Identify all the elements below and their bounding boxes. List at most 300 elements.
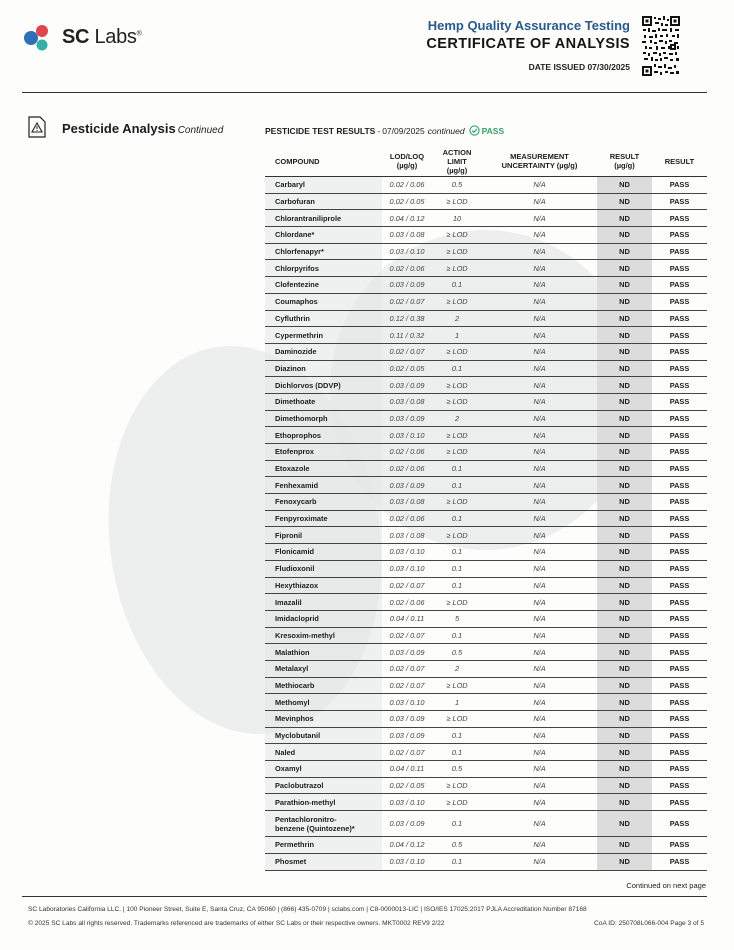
lod-loq-cell: 0.02 / 0.07 bbox=[382, 343, 432, 360]
result-value-cell: ND bbox=[597, 594, 652, 611]
table-row bbox=[265, 744, 707, 761]
compound-cell: Oxamyl bbox=[265, 761, 382, 778]
footer-coa-id: CoA ID: 250708L066-004 Page 3 of 5 bbox=[594, 920, 704, 927]
table-row bbox=[265, 727, 707, 744]
action-limit-cell: 0.1 bbox=[432, 544, 482, 561]
result-value-cell: ND bbox=[597, 711, 652, 728]
compound-cell: Dimethomorph bbox=[265, 410, 382, 427]
compound-cell: Dichlorvos (DDVP) bbox=[265, 377, 382, 394]
uncertainty-cell: N/A bbox=[482, 711, 597, 728]
lod-loq-cell: 0.02 / 0.07 bbox=[382, 660, 432, 677]
result-status-cell: PASS bbox=[652, 777, 707, 794]
lod-loq-cell: 0.03 / 0.09 bbox=[382, 410, 432, 427]
table-row bbox=[265, 277, 707, 294]
lod-loq-cell: 0.03 / 0.09 bbox=[382, 277, 432, 294]
lod-loq-cell: 0.03 / 0.10 bbox=[382, 694, 432, 711]
compound-cell: Etoxazole bbox=[265, 460, 382, 477]
table-row bbox=[265, 444, 707, 461]
lod-loq-cell: 0.11 / 0.32 bbox=[382, 327, 432, 344]
action-limit-cell: ≥ LOD bbox=[432, 393, 482, 410]
table-row bbox=[265, 227, 707, 244]
action-limit-cell: ≥ LOD bbox=[432, 711, 482, 728]
logo-wordmark: SC Labs® bbox=[62, 25, 142, 48]
compound-cell: Flonicamid bbox=[265, 544, 382, 561]
compound-cell: Naled bbox=[265, 744, 382, 761]
table-row bbox=[265, 594, 707, 611]
compound-cell: Chlorpyrifos bbox=[265, 260, 382, 277]
compound-cell: Ethoprophos bbox=[265, 427, 382, 444]
action-limit-cell: ≥ LOD bbox=[432, 343, 482, 360]
result-value-cell: ND bbox=[597, 527, 652, 544]
compound-cell: Carbaryl bbox=[265, 177, 382, 194]
compound-cell: Metalaxyl bbox=[265, 660, 382, 677]
lod-loq-cell: 0.12 / 0.38 bbox=[382, 310, 432, 327]
lod-loq-cell: 0.03 / 0.10 bbox=[382, 544, 432, 561]
col-compound: COMPOUND bbox=[265, 146, 382, 177]
lod-loq-cell: 0.03 / 0.08 bbox=[382, 227, 432, 244]
result-status-cell: PASS bbox=[652, 444, 707, 461]
uncertainty-cell: N/A bbox=[482, 544, 597, 561]
compound-cell: Permethrin bbox=[265, 837, 382, 854]
lod-loq-cell: 0.02 / 0.07 bbox=[382, 293, 432, 310]
footer-address: SC Laboratories California LLC. | 100 Pioneer Street, Suite E, Santa Cruz, CA 95060 | (866) 435-0709 | sclabs.com | C8-0000013-LIC | ISO/IES 17025:2017 PJLA Accreditation Number 87168 bbox=[28, 906, 587, 913]
result-status-cell: PASS bbox=[652, 310, 707, 327]
footer-copyright: © 2025 SC Labs all rights reserved. Trademarks referenced are trademarks of either SC Labs or their respective owners. MKT0002 REV9 2/22 bbox=[28, 920, 445, 927]
compound-cell: Parathion-methyl bbox=[265, 794, 382, 811]
col-action-limit: ACTION LIMIT (µg/g) bbox=[432, 146, 482, 177]
result-value-cell: ND bbox=[597, 837, 652, 854]
result-value-cell: ND bbox=[597, 794, 652, 811]
table-row bbox=[265, 644, 707, 661]
result-status-cell: PASS bbox=[652, 177, 707, 194]
lod-loq-cell: 0.03 / 0.09 bbox=[382, 711, 432, 728]
table-row bbox=[265, 243, 707, 260]
header-subtitle: Hemp Quality Assurance Testing bbox=[427, 18, 630, 33]
table-row bbox=[265, 837, 707, 854]
uncertainty-cell: N/A bbox=[482, 560, 597, 577]
compound-cell: Methiocarb bbox=[265, 677, 382, 694]
compound-cell: Fenpyroximate bbox=[265, 510, 382, 527]
lod-loq-cell: 0.03 / 0.09 bbox=[382, 644, 432, 661]
result-value-cell: ND bbox=[597, 343, 652, 360]
result-status-cell: PASS bbox=[652, 853, 707, 870]
result-value-cell: ND bbox=[597, 293, 652, 310]
result-status-cell: PASS bbox=[652, 694, 707, 711]
lod-loq-cell: 0.02 / 0.06 bbox=[382, 594, 432, 611]
overall-status: PASS bbox=[481, 125, 505, 136]
section-title: Pesticide Analysis Continued bbox=[62, 121, 224, 136]
result-status-cell: PASS bbox=[652, 427, 707, 444]
table-row bbox=[265, 343, 707, 360]
action-limit-cell: ≥ LOD bbox=[432, 777, 482, 794]
result-value-cell: ND bbox=[597, 393, 652, 410]
table-row bbox=[265, 560, 707, 577]
action-limit-cell: 0.1 bbox=[432, 277, 482, 294]
uncertainty-cell: N/A bbox=[482, 744, 597, 761]
result-value-cell: ND bbox=[597, 460, 652, 477]
table-row bbox=[265, 610, 707, 627]
result-value-cell: ND bbox=[597, 277, 652, 294]
table-row bbox=[265, 761, 707, 778]
col-uncertainty: MEASUREMENT UNCERTAINTY (µg/g) bbox=[482, 146, 597, 177]
uncertainty-cell: N/A bbox=[482, 210, 597, 227]
table-row bbox=[265, 853, 707, 870]
uncertainty-cell: N/A bbox=[482, 577, 597, 594]
result-status-cell: PASS bbox=[652, 544, 707, 561]
result-status-cell: PASS bbox=[652, 477, 707, 494]
result-value-cell: ND bbox=[597, 660, 652, 677]
uncertainty-cell: N/A bbox=[482, 811, 597, 837]
result-status-cell: PASS bbox=[652, 293, 707, 310]
header-divider bbox=[22, 92, 707, 93]
result-status-cell: PASS bbox=[652, 460, 707, 477]
lod-loq-cell: 0.03 / 0.10 bbox=[382, 794, 432, 811]
result-value-cell: ND bbox=[597, 494, 652, 511]
action-limit-cell: 1 bbox=[432, 327, 482, 344]
lod-loq-cell: 0.03 / 0.10 bbox=[382, 243, 432, 260]
result-value-cell: ND bbox=[597, 477, 652, 494]
result-status-cell: PASS bbox=[652, 393, 707, 410]
sc-labs-logo bbox=[22, 22, 141, 52]
action-limit-cell: ≥ LOD bbox=[432, 377, 482, 394]
result-status-cell: PASS bbox=[652, 260, 707, 277]
uncertainty-cell: N/A bbox=[482, 343, 597, 360]
uncertainty-cell: N/A bbox=[482, 527, 597, 544]
compound-cell: Clofentezine bbox=[265, 277, 382, 294]
compound-cell: Mevinphos bbox=[265, 711, 382, 728]
date-issued: DATE ISSUED 07/30/2025 bbox=[528, 62, 630, 72]
uncertainty-cell: N/A bbox=[482, 777, 597, 794]
result-value-cell: ND bbox=[597, 177, 652, 194]
result-value-cell: ND bbox=[597, 410, 652, 427]
action-limit-cell: 2 bbox=[432, 310, 482, 327]
header-title: CERTIFICATE OF ANALYSIS bbox=[426, 36, 630, 52]
uncertainty-cell: N/A bbox=[482, 410, 597, 427]
table-row bbox=[265, 360, 707, 377]
compound-cell: Cypermethrin bbox=[265, 327, 382, 344]
action-limit-cell: 0.5 bbox=[432, 761, 482, 778]
result-value-cell: ND bbox=[597, 677, 652, 694]
action-limit-cell: ≥ LOD bbox=[432, 260, 482, 277]
action-limit-cell: ≥ LOD bbox=[432, 594, 482, 611]
table-row bbox=[265, 811, 707, 837]
compound-cell: Fludioxonil bbox=[265, 560, 382, 577]
table-row bbox=[265, 677, 707, 694]
result-status-cell: PASS bbox=[652, 227, 707, 244]
check-circle-icon bbox=[469, 125, 480, 136]
result-value-cell: ND bbox=[597, 610, 652, 627]
compound-cell: Imidacloprid bbox=[265, 610, 382, 627]
result-value-cell: ND bbox=[597, 377, 652, 394]
compound-cell: Imazalil bbox=[265, 594, 382, 611]
footer-divider bbox=[22, 896, 707, 897]
result-value-cell: ND bbox=[597, 560, 652, 577]
lod-loq-cell: 0.02 / 0.06 bbox=[382, 177, 432, 194]
sc-labs-logo-icon bbox=[22, 22, 58, 52]
action-limit-cell: 0.5 bbox=[432, 644, 482, 661]
hazard-warning-icon bbox=[28, 116, 46, 138]
compound-cell: Methomyl bbox=[265, 694, 382, 711]
result-value-cell: ND bbox=[597, 744, 652, 761]
table-row bbox=[265, 777, 707, 794]
uncertainty-cell: N/A bbox=[482, 243, 597, 260]
uncertainty-cell: N/A bbox=[482, 444, 597, 461]
table-row bbox=[265, 427, 707, 444]
action-limit-cell: 0.1 bbox=[432, 744, 482, 761]
action-limit-cell: ≥ LOD bbox=[432, 494, 482, 511]
result-status-cell: PASS bbox=[652, 193, 707, 210]
result-value-cell: ND bbox=[597, 260, 652, 277]
qr-code bbox=[642, 16, 680, 76]
table-row bbox=[265, 510, 707, 527]
lod-loq-cell: 0.03 / 0.09 bbox=[382, 477, 432, 494]
uncertainty-cell: N/A bbox=[482, 677, 597, 694]
lod-loq-cell: 0.04 / 0.12 bbox=[382, 837, 432, 854]
action-limit-cell: 5 bbox=[432, 610, 482, 627]
table-row bbox=[265, 694, 707, 711]
result-status-cell: PASS bbox=[652, 410, 707, 427]
result-status-cell: PASS bbox=[652, 711, 707, 728]
table-header-row bbox=[265, 146, 707, 177]
action-limit-cell: ≥ LOD bbox=[432, 243, 482, 260]
lod-loq-cell: 0.02 / 0.05 bbox=[382, 777, 432, 794]
compound-cell: Fenhexamid bbox=[265, 477, 382, 494]
lod-loq-cell: 0.02 / 0.06 bbox=[382, 260, 432, 277]
uncertainty-cell: N/A bbox=[482, 310, 597, 327]
lod-loq-cell: 0.02 / 0.06 bbox=[382, 460, 432, 477]
table-row bbox=[265, 393, 707, 410]
result-status-cell: PASS bbox=[652, 811, 707, 837]
compound-cell: Fipronil bbox=[265, 527, 382, 544]
result-status-cell: PASS bbox=[652, 610, 707, 627]
table-row bbox=[265, 293, 707, 310]
result-value-cell: ND bbox=[597, 193, 652, 210]
result-status-cell: PASS bbox=[652, 327, 707, 344]
action-limit-cell: ≥ LOD bbox=[432, 677, 482, 694]
table-row bbox=[265, 577, 707, 594]
result-value-cell: ND bbox=[597, 853, 652, 870]
col-result-value: RESULT (µg/g) bbox=[597, 146, 652, 177]
compound-cell: Chlordane* bbox=[265, 227, 382, 244]
lod-loq-cell: 0.03 / 0.08 bbox=[382, 527, 432, 544]
compound-cell: Hexythiazox bbox=[265, 577, 382, 594]
uncertainty-cell: N/A bbox=[482, 494, 597, 511]
action-limit-cell: 2 bbox=[432, 410, 482, 427]
action-limit-cell: ≥ LOD bbox=[432, 794, 482, 811]
compound-cell: Daminozide bbox=[265, 343, 382, 360]
table-row bbox=[265, 460, 707, 477]
col-result-status: RESULT bbox=[652, 146, 707, 177]
uncertainty-cell: N/A bbox=[482, 193, 597, 210]
lod-loq-cell: 0.02 / 0.06 bbox=[382, 510, 432, 527]
result-value-cell: ND bbox=[597, 444, 652, 461]
lod-loq-cell: 0.04 / 0.11 bbox=[382, 610, 432, 627]
lod-loq-cell: 0.02 / 0.05 bbox=[382, 360, 432, 377]
lod-loq-cell: 0.04 / 0.11 bbox=[382, 761, 432, 778]
table-row bbox=[265, 377, 707, 394]
result-value-cell: ND bbox=[597, 310, 652, 327]
uncertainty-cell: N/A bbox=[482, 610, 597, 627]
result-value-cell: ND bbox=[597, 694, 652, 711]
uncertainty-cell: N/A bbox=[482, 794, 597, 811]
result-value-cell: ND bbox=[597, 811, 652, 837]
document-header bbox=[426, 18, 630, 72]
action-limit-cell: 0.1 bbox=[432, 560, 482, 577]
action-limit-cell: 0.1 bbox=[432, 811, 482, 837]
lod-loq-cell: 0.02 / 0.07 bbox=[382, 677, 432, 694]
uncertainty-cell: N/A bbox=[482, 277, 597, 294]
results-heading: PESTICIDE TEST RESULTS - 07/09/2025 continued PASS bbox=[265, 125, 505, 136]
action-limit-cell: ≥ LOD bbox=[432, 527, 482, 544]
compound-cell: Cyfluthrin bbox=[265, 310, 382, 327]
uncertainty-cell: N/A bbox=[482, 460, 597, 477]
lod-loq-cell: 0.03 / 0.10 bbox=[382, 853, 432, 870]
result-value-cell: ND bbox=[597, 210, 652, 227]
table-row bbox=[265, 177, 707, 194]
compound-cell: Myclobutanil bbox=[265, 727, 382, 744]
action-limit-cell: 0.1 bbox=[432, 360, 482, 377]
lod-loq-cell: 0.02 / 0.07 bbox=[382, 627, 432, 644]
col-lod-loq: LOD/LOQ (µg/g) bbox=[382, 146, 432, 177]
result-value-cell: ND bbox=[597, 227, 652, 244]
result-value-cell: ND bbox=[597, 510, 652, 527]
uncertainty-cell: N/A bbox=[482, 477, 597, 494]
table-row bbox=[265, 410, 707, 427]
result-value-cell: ND bbox=[597, 644, 652, 661]
action-limit-cell: 0.1 bbox=[432, 477, 482, 494]
uncertainty-cell: N/A bbox=[482, 293, 597, 310]
uncertainty-cell: N/A bbox=[482, 594, 597, 611]
result-status-cell: PASS bbox=[652, 677, 707, 694]
compound-cell: Coumaphos bbox=[265, 293, 382, 310]
continued-note: Continued on next page bbox=[626, 881, 706, 890]
action-limit-cell: ≥ LOD bbox=[432, 193, 482, 210]
result-status-cell: PASS bbox=[652, 727, 707, 744]
uncertainty-cell: N/A bbox=[482, 427, 597, 444]
uncertainty-cell: N/A bbox=[482, 393, 597, 410]
lod-loq-cell: 0.02 / 0.07 bbox=[382, 577, 432, 594]
table-row bbox=[265, 527, 707, 544]
action-limit-cell: 0.1 bbox=[432, 510, 482, 527]
uncertainty-cell: N/A bbox=[482, 761, 597, 778]
lod-loq-cell: 0.04 / 0.12 bbox=[382, 210, 432, 227]
action-limit-cell: 10 bbox=[432, 210, 482, 227]
result-value-cell: ND bbox=[597, 544, 652, 561]
uncertainty-cell: N/A bbox=[482, 177, 597, 194]
lod-loq-cell: 0.03 / 0.09 bbox=[382, 811, 432, 837]
uncertainty-cell: N/A bbox=[482, 260, 597, 277]
table-row bbox=[265, 477, 707, 494]
result-status-cell: PASS bbox=[652, 210, 707, 227]
result-status-cell: PASS bbox=[652, 243, 707, 260]
compound-cell: Malathion bbox=[265, 644, 382, 661]
lod-loq-cell: 0.03 / 0.09 bbox=[382, 727, 432, 744]
table-row bbox=[265, 627, 707, 644]
table-row bbox=[265, 660, 707, 677]
result-value-cell: ND bbox=[597, 727, 652, 744]
uncertainty-cell: N/A bbox=[482, 377, 597, 394]
table-row bbox=[265, 210, 707, 227]
result-status-cell: PASS bbox=[652, 660, 707, 677]
action-limit-cell: 1 bbox=[432, 694, 482, 711]
action-limit-cell: 0.1 bbox=[432, 577, 482, 594]
action-limit-cell: 0.5 bbox=[432, 177, 482, 194]
result-status-cell: PASS bbox=[652, 494, 707, 511]
table-row bbox=[265, 494, 707, 511]
uncertainty-cell: N/A bbox=[482, 837, 597, 854]
result-value-cell: ND bbox=[597, 360, 652, 377]
lod-loq-cell: 0.03 / 0.10 bbox=[382, 427, 432, 444]
result-value-cell: ND bbox=[597, 627, 652, 644]
table-row bbox=[265, 711, 707, 728]
action-limit-cell: ≥ LOD bbox=[432, 427, 482, 444]
table-row bbox=[265, 193, 707, 210]
result-status-cell: PASS bbox=[652, 794, 707, 811]
uncertainty-cell: N/A bbox=[482, 644, 597, 661]
result-value-cell: ND bbox=[597, 777, 652, 794]
result-status-cell: PASS bbox=[652, 761, 707, 778]
table-row bbox=[265, 310, 707, 327]
compound-cell: Fenoxycarb bbox=[265, 494, 382, 511]
result-status-cell: PASS bbox=[652, 277, 707, 294]
result-status-cell: PASS bbox=[652, 560, 707, 577]
result-value-cell: ND bbox=[597, 761, 652, 778]
result-value-cell: ND bbox=[597, 243, 652, 260]
compound-cell: Etofenprox bbox=[265, 444, 382, 461]
lod-loq-cell: 0.03 / 0.09 bbox=[382, 377, 432, 394]
uncertainty-cell: N/A bbox=[482, 327, 597, 344]
uncertainty-cell: N/A bbox=[482, 660, 597, 677]
lod-loq-cell: 0.03 / 0.08 bbox=[382, 393, 432, 410]
result-status-cell: PASS bbox=[652, 744, 707, 761]
result-status-cell: PASS bbox=[652, 594, 707, 611]
result-status-cell: PASS bbox=[652, 377, 707, 394]
result-status-cell: PASS bbox=[652, 627, 707, 644]
action-limit-cell: ≥ LOD bbox=[432, 293, 482, 310]
compound-cell: Carbofuran bbox=[265, 193, 382, 210]
compound-cell: Phosmet bbox=[265, 853, 382, 870]
result-status-cell: PASS bbox=[652, 343, 707, 360]
result-value-cell: ND bbox=[597, 577, 652, 594]
result-status-cell: PASS bbox=[652, 644, 707, 661]
lod-loq-cell: 0.03 / 0.10 bbox=[382, 560, 432, 577]
compound-cell: Paclobutrazol bbox=[265, 777, 382, 794]
uncertainty-cell: N/A bbox=[482, 853, 597, 870]
compound-cell: Dimethoate bbox=[265, 393, 382, 410]
uncertainty-cell: N/A bbox=[482, 727, 597, 744]
compound-cell: Pentachloronitro- benzene (Quintozene)* bbox=[265, 811, 382, 837]
compound-cell: Kresoxim-methyl bbox=[265, 627, 382, 644]
lod-loq-cell: 0.02 / 0.05 bbox=[382, 193, 432, 210]
result-status-cell: PASS bbox=[652, 527, 707, 544]
lod-loq-cell: 0.02 / 0.06 bbox=[382, 444, 432, 461]
action-limit-cell: 0.5 bbox=[432, 837, 482, 854]
action-limit-cell: ≥ LOD bbox=[432, 444, 482, 461]
action-limit-cell: ≥ LOD bbox=[432, 227, 482, 244]
compound-cell: Diazinon bbox=[265, 360, 382, 377]
action-limit-cell: 0.1 bbox=[432, 627, 482, 644]
action-limit-cell: 0.1 bbox=[432, 460, 482, 477]
uncertainty-cell: N/A bbox=[482, 694, 597, 711]
result-status-cell: PASS bbox=[652, 360, 707, 377]
table-row bbox=[265, 327, 707, 344]
lod-loq-cell: 0.02 / 0.07 bbox=[382, 744, 432, 761]
table-row bbox=[265, 544, 707, 561]
result-value-cell: ND bbox=[597, 427, 652, 444]
uncertainty-cell: N/A bbox=[482, 227, 597, 244]
result-status-cell: PASS bbox=[652, 837, 707, 854]
result-status-cell: PASS bbox=[652, 577, 707, 594]
